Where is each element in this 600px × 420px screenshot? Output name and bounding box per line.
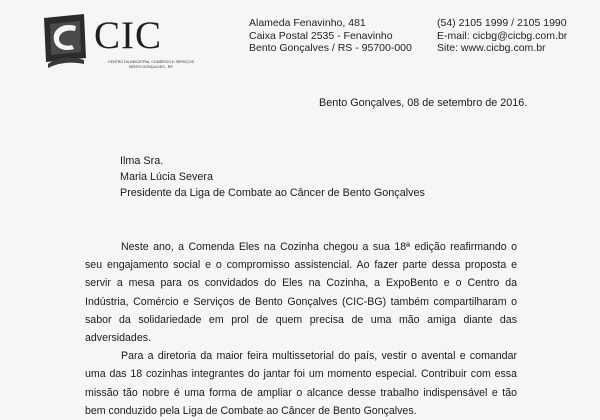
address-line: Caixa Postal 2535 - Fenavinho bbox=[249, 29, 393, 42]
letter-body bbox=[85, 238, 517, 420]
site-line: Site: www.cicbg.com.br bbox=[437, 42, 546, 54]
letter-date: Bento Gonçalves, 08 de setembro de 2016. bbox=[319, 97, 528, 109]
cic-logo bbox=[40, 12, 194, 74]
recipient-salutation: Ilma Sra. bbox=[120, 155, 164, 167]
recipient-role: Presidente da Liga de Combate ao Câncer de Bento Gonçalves bbox=[120, 187, 425, 199]
cic-emblem-icon bbox=[40, 12, 90, 74]
address-line: Bento Gonçalves / RS - 95700-000 bbox=[249, 42, 412, 54]
header-address bbox=[249, 17, 412, 55]
phone-line: (54) 2105 1999 / 2105 1990 bbox=[437, 17, 567, 29]
address-line: Alameda Fenavinho, 481 bbox=[249, 17, 366, 29]
body-paragraph: Neste ano, a Comenda Eles na Cozinha chegou a sua 18ª edição reafirmando o seu engajamento social e o compromisso assistencial. Ao fazer parte dessa proposta e servir a mesa para os convidados do Eles na Cozinha, a ExpoBento e o Centro da Indústria, Comércio e Serviços de Bento Gonçalves (CIC-BG) também compartilharam o sabor da solidariedade em prol de quem precisa de uma mão amiga diante das adversidades. bbox=[85, 241, 517, 345]
email-line: E-mail: cicbg@cicbg.com.br bbox=[437, 29, 568, 42]
body-paragraph: Para a diretoria da maior feira multissetorial do país, vestir o avental e comandar uma das 18 cozinhas integrantes do jantar foi um momento especial. Contribuir com essa missão tão nobre é uma forma de ampliar o alcance desse trabalho indispensável e tão bem conduzido pela Liga de Combate ao Câncer de Bento Gonçalves. bbox=[85, 350, 517, 417]
logo-subtitle bbox=[96, 60, 206, 70]
logo-subtitle-line: BENTO GONÇALVES - RS bbox=[129, 65, 173, 69]
logo-wordmark: CIC bbox=[94, 14, 163, 57]
logo-subtitle-line: CENTRO DA INDÚSTRIA, COMÉRCIO E SERVIÇOS bbox=[108, 60, 194, 64]
header-contacts bbox=[437, 17, 567, 55]
recipient-block bbox=[120, 153, 425, 201]
recipient-name: Maria Lúcia Severa bbox=[120, 171, 214, 183]
